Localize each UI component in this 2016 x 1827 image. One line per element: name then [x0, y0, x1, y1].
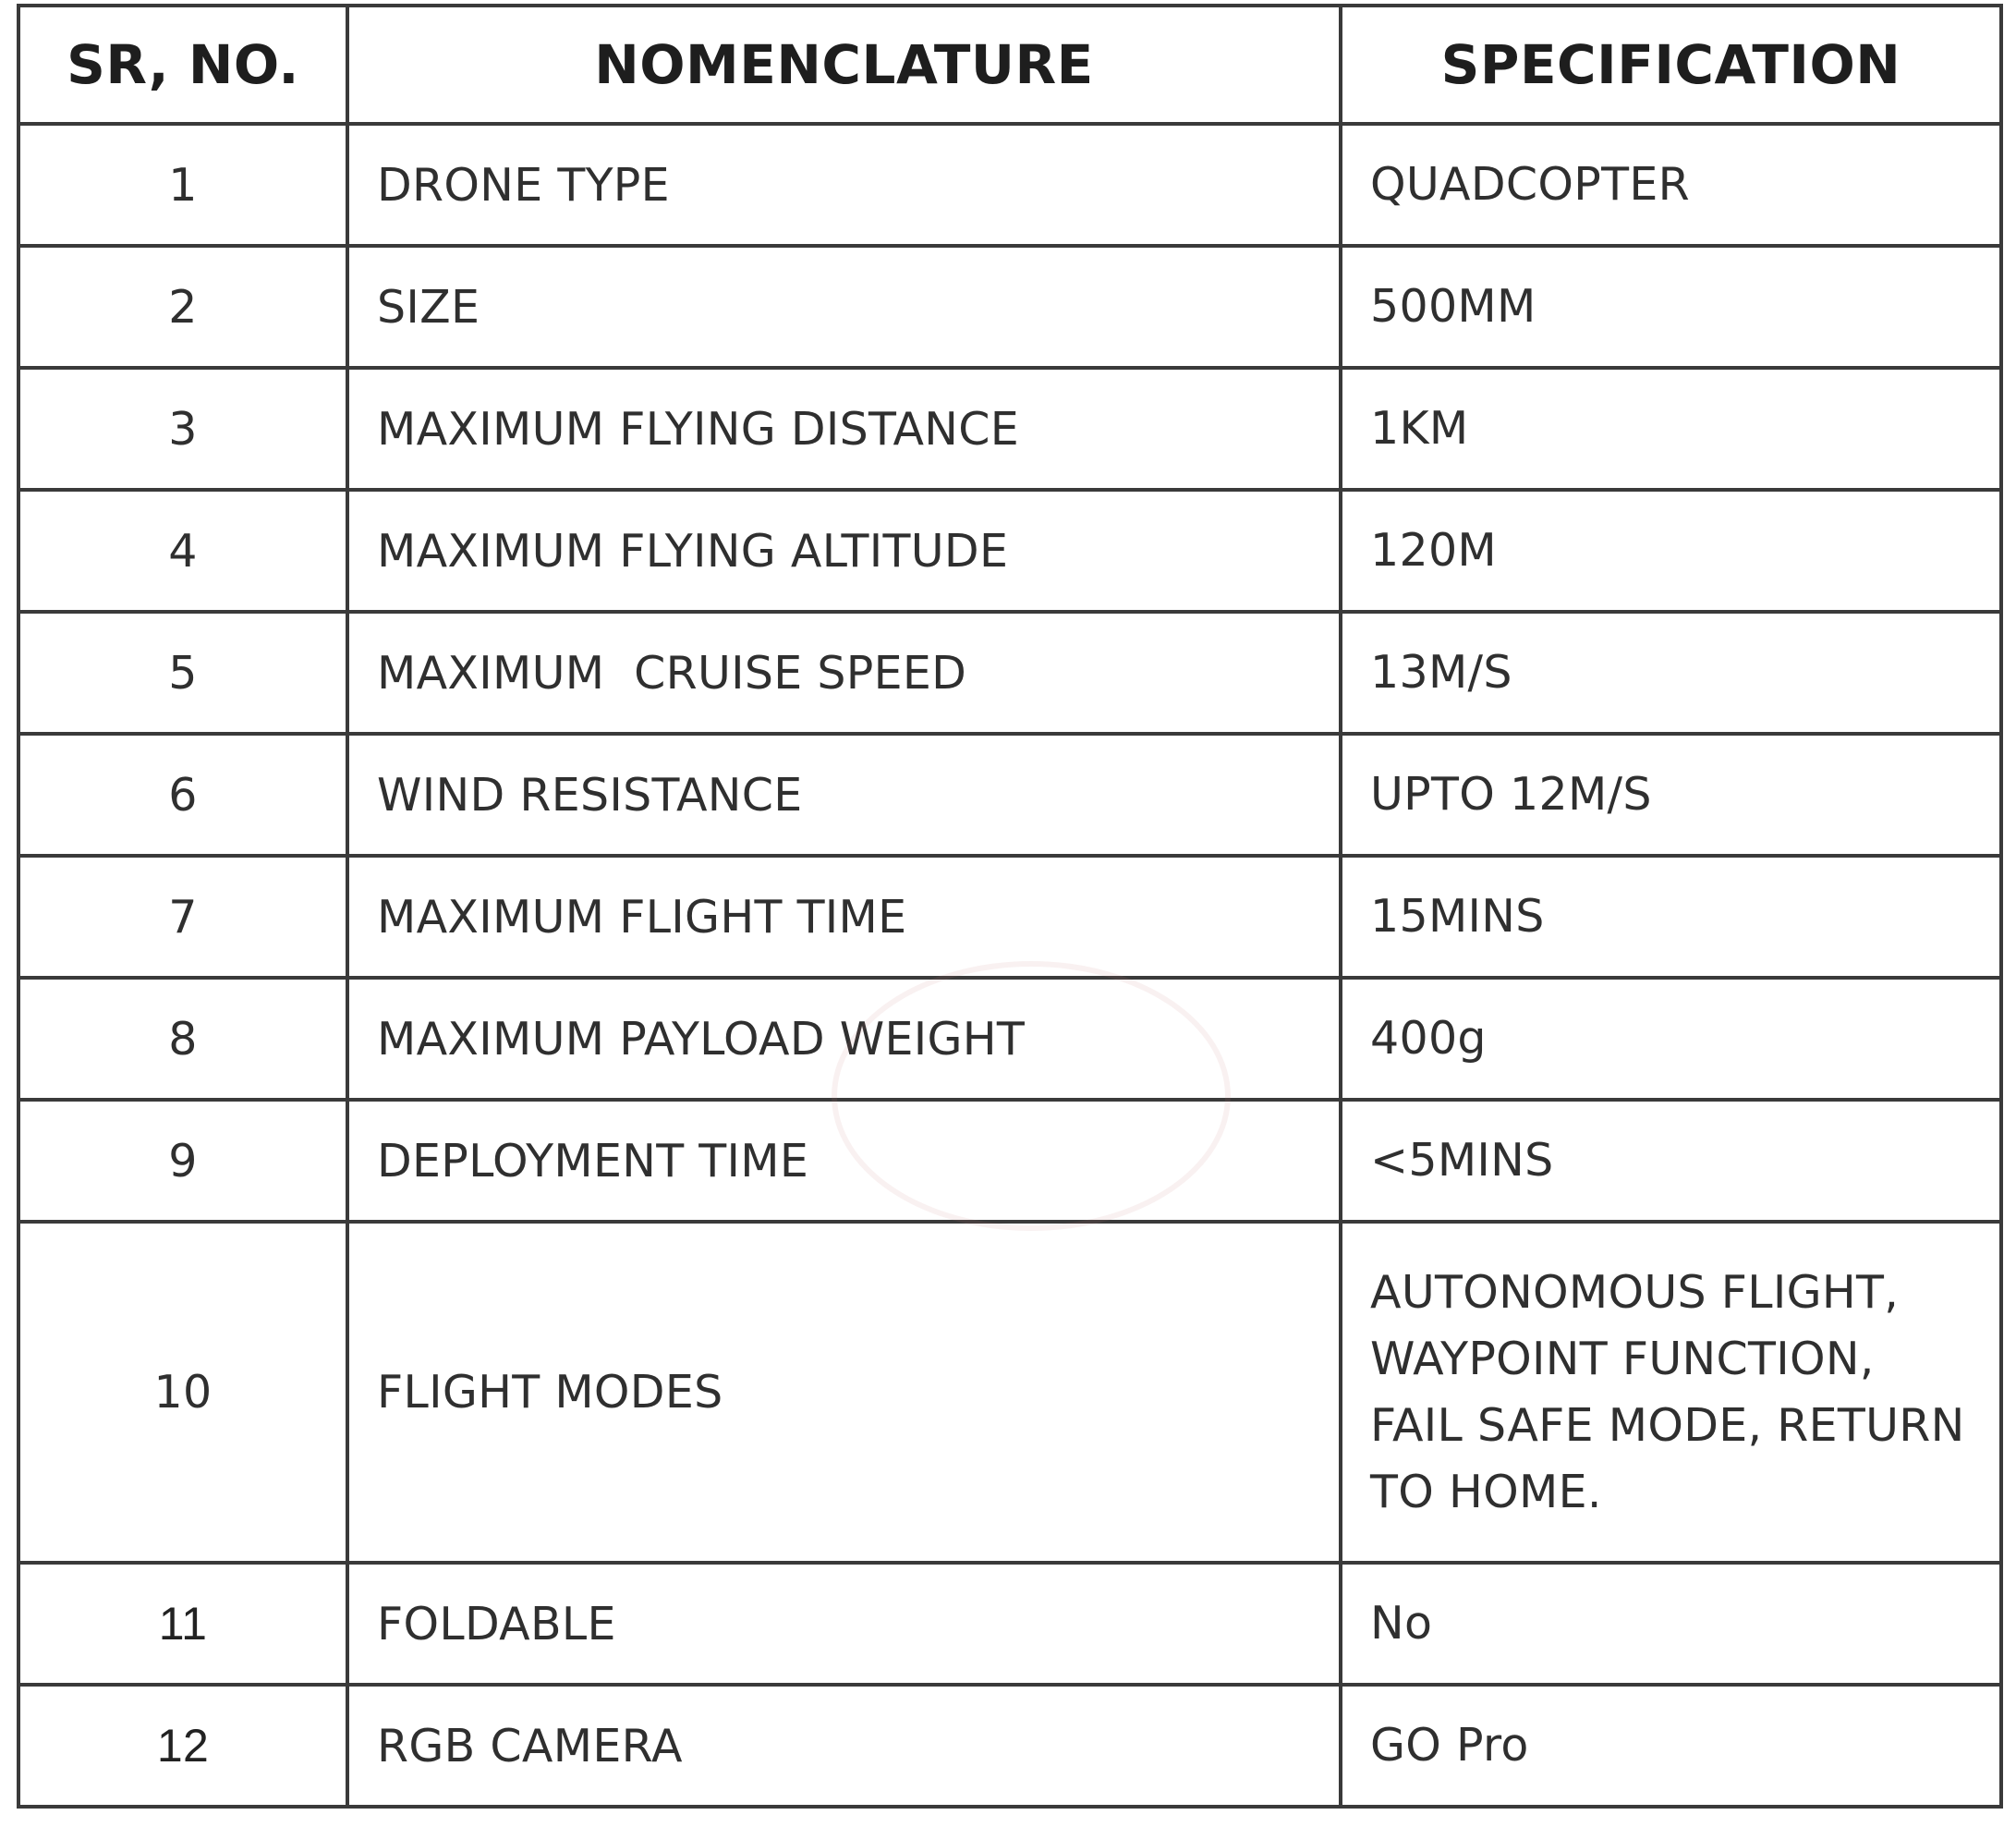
sr-no-cell: 8: [18, 978, 347, 1100]
specification-cell: <5MINS: [1341, 1100, 2001, 1222]
table-row: [18, 1100, 2001, 1222]
nomenclature-cell: MAXIMUM PAYLOAD WEIGHT: [347, 978, 1341, 1100]
nomenclature-cell: DEPLOYMENT TIME: [347, 1100, 1341, 1222]
table-row: [18, 612, 2001, 734]
table-row: [18, 490, 2001, 612]
sr-no-cell: 2: [18, 246, 347, 368]
specification-cell: 120M: [1341, 490, 2001, 612]
nomenclature-cell: MAXIMUM FLYING ALTITUDE: [347, 490, 1341, 612]
nomenclature-cell: MAXIMUM FLYING DISTANCE: [347, 368, 1341, 490]
specification-line: AUTONOMOUS FLIGHT,: [1370, 1265, 1900, 1319]
nomenclature-cell: SIZE: [347, 246, 1341, 368]
sr-no-cell: 4: [18, 490, 347, 612]
header-sr-no: SR, NO.: [18, 6, 347, 124]
specification-cell: 15MINS: [1341, 856, 2001, 978]
table-row: [18, 1563, 2001, 1685]
table-row: [18, 734, 2001, 856]
specification-line: FAIL SAFE MODE, RETURN: [1370, 1398, 1965, 1452]
specification-cell: No: [1341, 1563, 2001, 1685]
nomenclature-cell: FLIGHT MODES: [347, 1222, 1341, 1563]
specification-cell: [1341, 1222, 2001, 1563]
specification-cell: 500MM: [1341, 246, 2001, 368]
header-specification: SPECIFICATION: [1341, 6, 2001, 124]
table-row: [18, 978, 2001, 1100]
drone-spec-table: [17, 4, 2003, 1809]
specification-line: WAYPOINT FUNCTION,: [1370, 1332, 1875, 1385]
specification-cell: 1KM: [1341, 368, 2001, 490]
specification-line: TO HOME.: [1370, 1465, 1602, 1518]
nomenclature-cell: DRONE TYPE: [347, 124, 1341, 246]
sr-no-cell: 12: [18, 1685, 347, 1807]
sr-no-cell: 6: [18, 734, 347, 856]
spec-sheet: [17, 4, 1999, 1809]
sr-no-cell: 9: [18, 1100, 347, 1222]
nomenclature-cell: MAXIMUM FLIGHT TIME: [347, 856, 1341, 978]
specification-cell: UPTO 12M/S: [1341, 734, 2001, 856]
table-row: [18, 1222, 2001, 1563]
sr-no-cell: 1: [18, 124, 347, 246]
specification-cell: QUADCOPTER: [1341, 124, 2001, 246]
sr-no-cell: 10: [18, 1222, 347, 1563]
specification-cell: 13M/S: [1341, 612, 2001, 734]
nomenclature-cell: WIND RESISTANCE: [347, 734, 1341, 856]
table-row: [18, 246, 2001, 368]
nomenclature-cell: FOLDABLE: [347, 1563, 1341, 1685]
header-nomenclature: NOMENCLATURE: [347, 6, 1341, 124]
table-row: [18, 368, 2001, 490]
nomenclature-cell: RGB CAMERA: [347, 1685, 1341, 1807]
nomenclature-cell: MAXIMUM CRUISE SPEED: [347, 612, 1341, 734]
specification-cell: 400g: [1341, 978, 2001, 1100]
table-row: [18, 124, 2001, 246]
sr-no-cell: 3: [18, 368, 347, 490]
header-row: [18, 6, 2001, 124]
table-row: [18, 856, 2001, 978]
sr-no-cell: 7: [18, 856, 347, 978]
specification-cell: GO Pro: [1341, 1685, 2001, 1807]
sr-no-cell: 11: [18, 1563, 347, 1685]
table-row: [18, 1685, 2001, 1807]
sr-no-cell: 5: [18, 612, 347, 734]
